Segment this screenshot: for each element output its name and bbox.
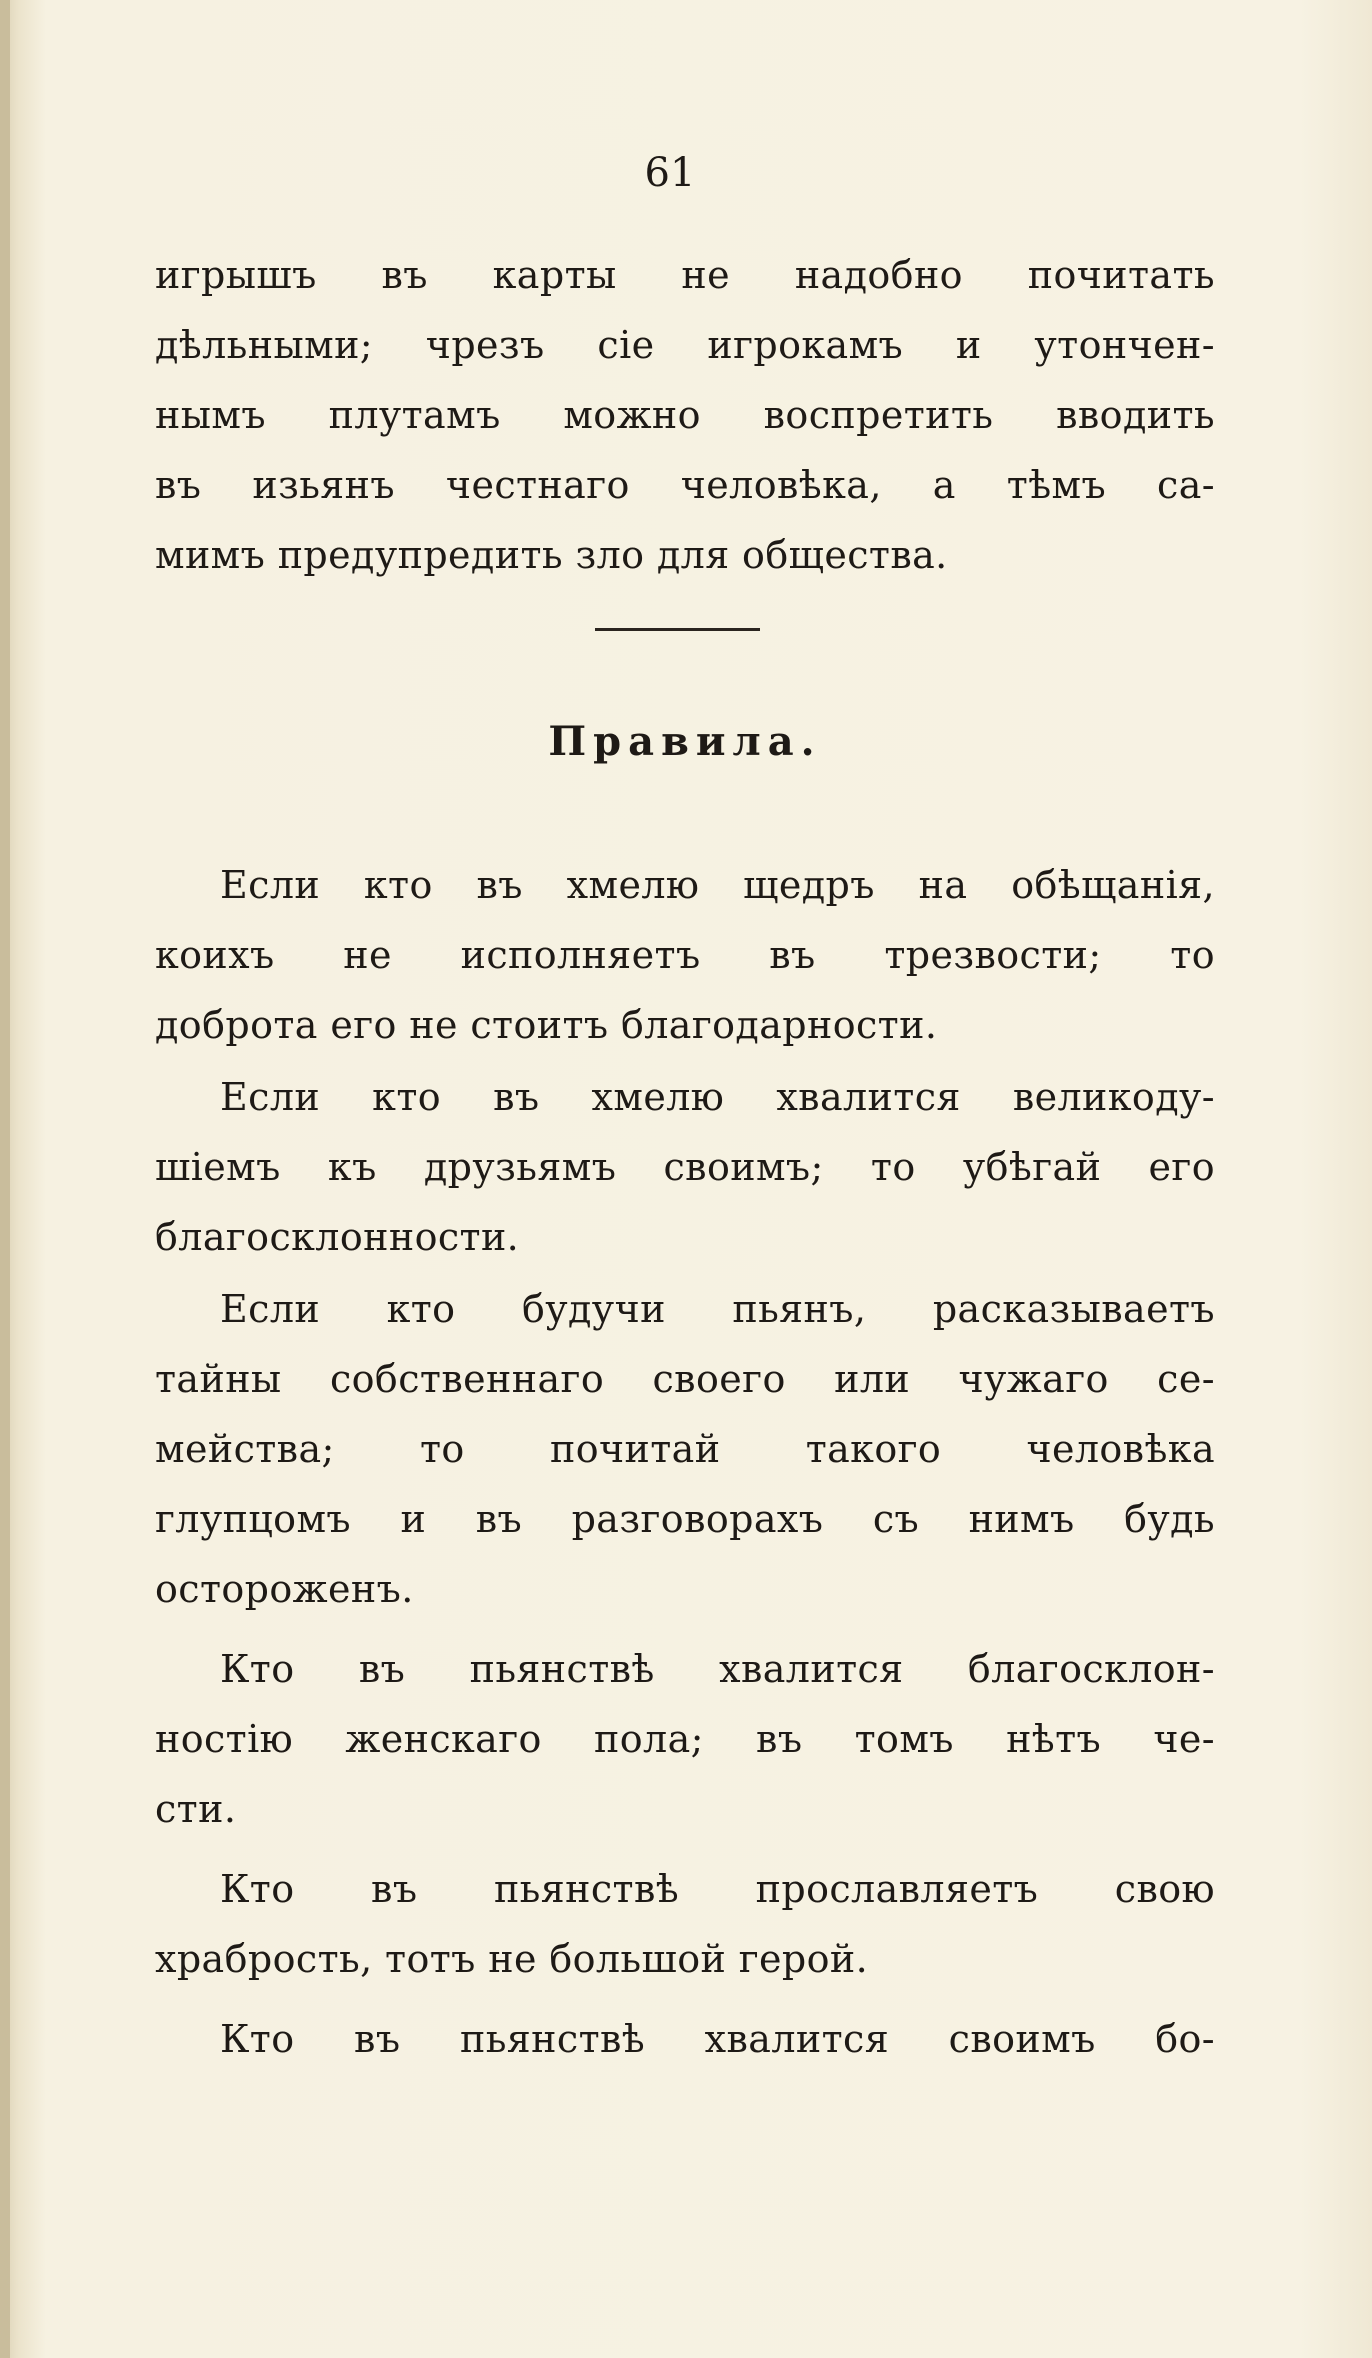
text-line: нымъ плутамъ можно воспретить вводить <box>155 393 1215 437</box>
rule-paragraph <box>155 2004 1215 2074</box>
text-line: мимъ предупредить зло для общества. <box>155 533 948 577</box>
rule-paragraph <box>155 850 1215 1060</box>
rule-paragraph <box>155 1854 1215 1994</box>
text-line: Если кто будучи пьянъ, расказываетъ <box>220 1287 1215 1331</box>
text-line: тайны собственнаго своего или чужаго се- <box>155 1357 1215 1401</box>
text-line: сти. <box>155 1787 237 1831</box>
section-divider <box>595 628 760 631</box>
text-line: ностію женскаго пола; въ томъ нѣтъ че- <box>155 1717 1215 1761</box>
page-number: 61 <box>644 150 696 196</box>
text-line: дѣльными; чрезъ сіе игрокамъ и утончен- <box>155 323 1215 367</box>
text-line: игрышъ въ карты не надобно почитать <box>155 253 1215 297</box>
section-heading: Правила. <box>548 718 822 765</box>
rules-list <box>155 850 1215 2074</box>
text-line: Кто въ пьянствѣ прославляетъ свою <box>220 1867 1215 1911</box>
text-line: благосклонности. <box>155 1215 520 1259</box>
intro-paragraph <box>155 240 1215 590</box>
rule-paragraph <box>155 1274 1215 1624</box>
text-line: коихъ не исполняетъ въ трезвости; то <box>155 933 1215 977</box>
text-line: въ изьянъ честнаго человѣка, а тѣмъ са- <box>155 463 1215 507</box>
text-line: глупцомъ и въ разговорахъ съ нимъ будь <box>155 1497 1215 1541</box>
rule-paragraph <box>155 1062 1215 1272</box>
text-line: доброта его не стоитъ благодарности. <box>155 1003 938 1047</box>
text-line: Если кто въ хмелю хвалится великоду- <box>220 1075 1215 1119</box>
text-line: остороженъ. <box>155 1567 414 1611</box>
text-line: шіемъ къ друзьямъ своимъ; то убѣгай его <box>155 1145 1215 1189</box>
rule-paragraph <box>155 1634 1215 1844</box>
binding-edge <box>0 0 10 2358</box>
text-line: Если кто въ хмелю щедръ на обѣщанія, <box>220 863 1215 907</box>
text-line: Кто въ пьянствѣ хвалится своимъ бо- <box>220 2017 1215 2061</box>
text-line: Кто въ пьянствѣ хвалится благосклон- <box>220 1647 1215 1691</box>
text-line: мейства; то почитай такого человѣка <box>155 1427 1215 1471</box>
text-line: храбрость, тотъ не большой герой. <box>155 1937 869 1981</box>
